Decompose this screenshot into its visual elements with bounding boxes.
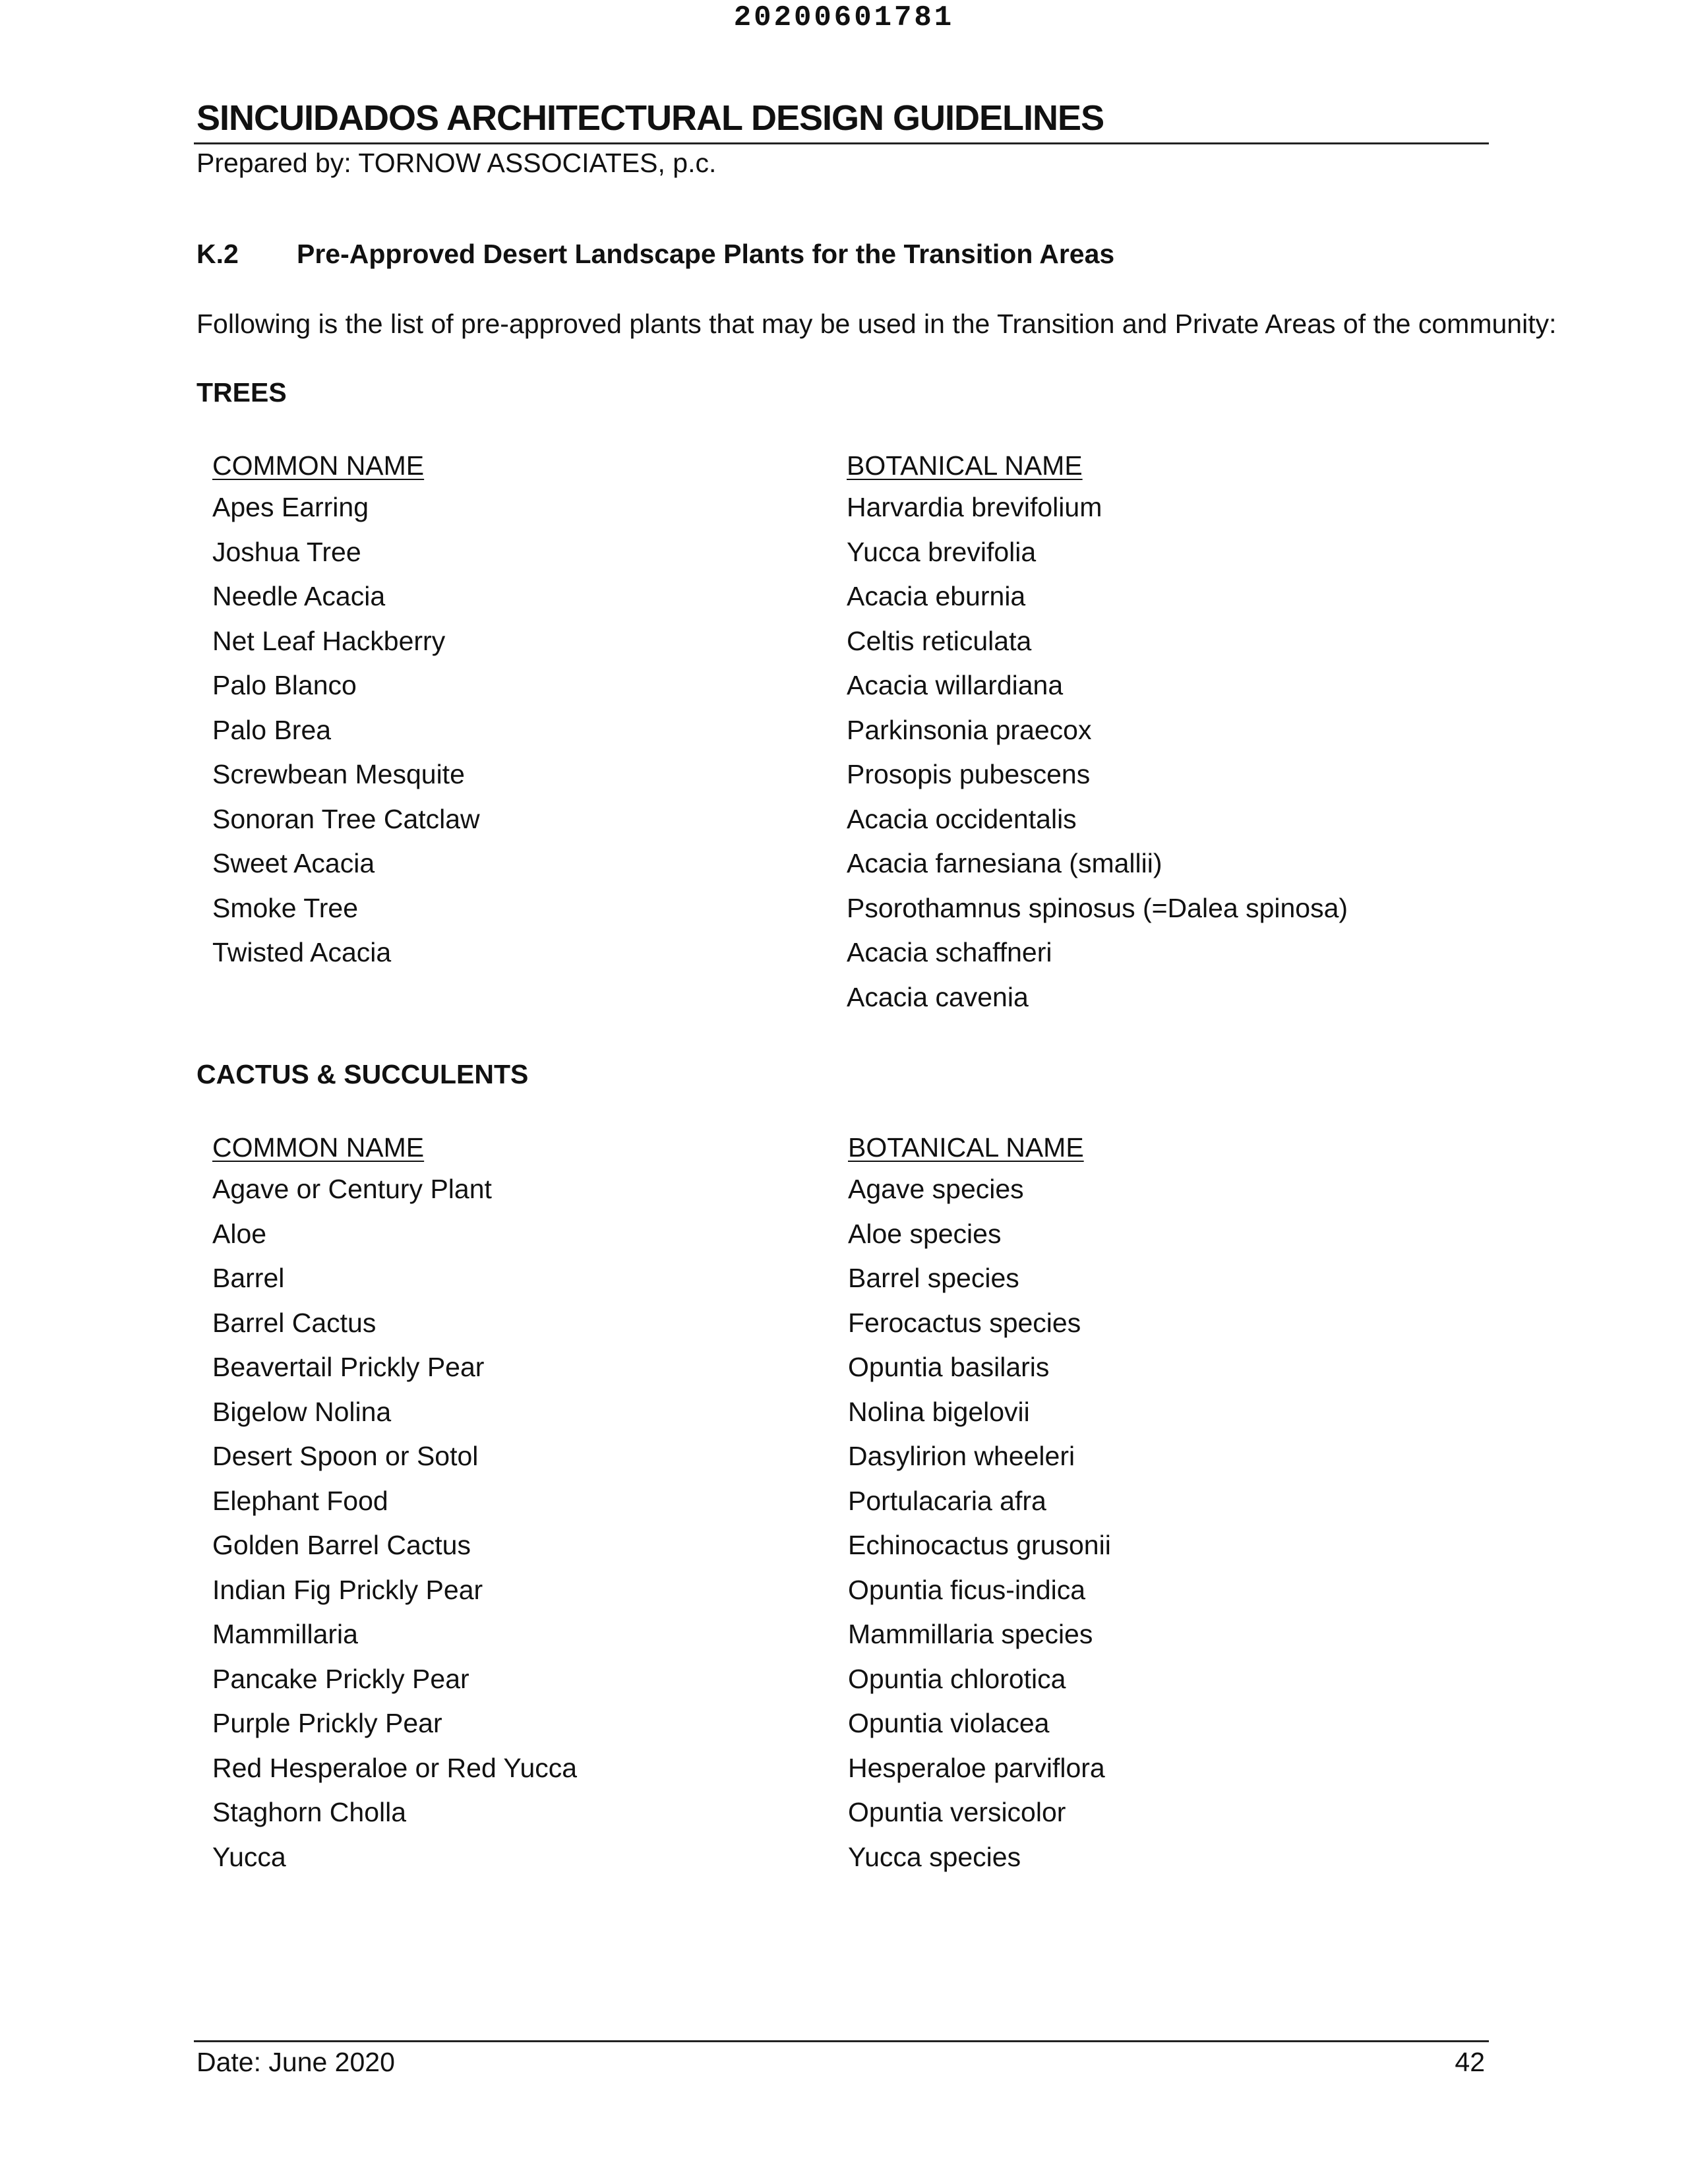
cactus-common-header: COMMON NAME (212, 1132, 425, 1163)
list-item: Psorothamnus spinosus (=Dalea spinosa) (847, 892, 1348, 923)
section-title: Pre-Approved Desert Landscape Plants for the Transition Areas (297, 239, 1115, 269)
list-item: Parkinsonia praecox (847, 714, 1092, 745)
list-item: Desert Spoon or Sotol (212, 1441, 479, 1471)
trees-botanical-header: BOTANICAL NAME (847, 450, 1083, 481)
prepared-by: Prepared by: TORNOW ASSOCIATES, p.c. (196, 148, 717, 178)
section-heading (196, 239, 1114, 270)
list-item: Barrel Cactus (212, 1307, 377, 1338)
list-item: Acacia cavenia (847, 981, 1029, 1012)
list-item: Red Hesperaloe or Red Yucca (212, 1752, 578, 1783)
list-item: Acacia willardiana (847, 670, 1064, 700)
list-item: Bigelow Nolina (212, 1396, 392, 1427)
list-item: Aloe species (848, 1218, 1002, 1249)
list-item: Acacia occidentalis (847, 803, 1077, 834)
list-item: Ferocactus species (848, 1307, 1081, 1338)
cactus-common-column (212, 1128, 577, 1879)
list-item: Indian Fig Prickly Pear (212, 1574, 483, 1605)
footer-divider (194, 2040, 1489, 2042)
list-item: Agave species (848, 1174, 1024, 1204)
list-item: Sweet Acacia (212, 848, 375, 878)
list-item: Prosopis pubescens (847, 759, 1091, 789)
list-item: Net Leaf Hackberry (212, 625, 446, 656)
list-item: Portulacaria afra (848, 1485, 1046, 1516)
trees-common-header: COMMON NAME (212, 450, 425, 481)
list-item: Smoke Tree (212, 892, 359, 923)
list-item: Pancake Prickly Pear (212, 1663, 469, 1694)
list-item: Opuntia versicolor (848, 1797, 1066, 1827)
list-item: Joshua Tree (212, 536, 361, 567)
list-item: Yucca brevifolia (847, 536, 1037, 567)
page-title: SINCUIDADOS ARCHITECTURAL DESIGN GUIDELINES (196, 98, 1104, 138)
list-item: Mammillaria (212, 1619, 358, 1649)
header-divider (194, 142, 1489, 144)
list-item: Mammillaria species (848, 1619, 1093, 1649)
list-item: Yucca (212, 1841, 286, 1872)
list-item: Acacia eburnia (847, 581, 1026, 611)
section-number: K.2 (196, 239, 239, 269)
list-item: Barrel species (848, 1263, 1019, 1293)
trees-botanical-column (847, 446, 1348, 1019)
trees-common-column (212, 446, 480, 975)
list-item: Palo Blanco (212, 670, 357, 700)
list-item: Acacia schaffneri (847, 937, 1052, 967)
list-item: Twisted Acacia (212, 937, 392, 967)
list-item: Echinocactus grusonii (848, 1530, 1111, 1560)
list-item: Celtis reticulata (847, 625, 1032, 656)
list-item: Opuntia basilaris (848, 1352, 1050, 1382)
page-number: 42 (1455, 2047, 1485, 2077)
list-item: Palo Brea (212, 714, 332, 745)
list-item: Golden Barrel Cactus (212, 1530, 471, 1560)
trees-heading: TREES (196, 377, 287, 408)
list-item: Acacia farnesiana (smallii) (847, 848, 1162, 878)
list-item: Needle Acacia (212, 581, 386, 611)
list-item: Sonoran Tree Catclaw (212, 803, 480, 834)
cactus-botanical-header: BOTANICAL NAME (848, 1132, 1084, 1163)
list-item: Barrel (212, 1263, 285, 1293)
list-item: Apes Earring (212, 492, 369, 522)
list-item: Aloe (212, 1218, 267, 1249)
list-item: Purple Prickly Pear (212, 1708, 442, 1738)
list-item: Hesperaloe parviflora (848, 1752, 1105, 1783)
list-item: Dasylirion wheeleri (848, 1441, 1075, 1471)
list-item: Opuntia chlorotica (848, 1663, 1066, 1694)
cactus-heading: CACTUS & SUCCULENTS (196, 1059, 529, 1089)
list-item: Staghorn Cholla (212, 1797, 407, 1827)
list-item: Opuntia violacea (848, 1708, 1050, 1738)
list-item: Opuntia ficus-indica (848, 1574, 1086, 1605)
intro-paragraph: Following is the list of pre-approved plants that may be used in the Transition and Private Areas of the community: (196, 309, 1557, 339)
list-item: Beavertail Prickly Pear (212, 1352, 485, 1382)
list-item: Elephant Food (212, 1485, 388, 1516)
footer-date: Date: June 2020 (196, 2047, 395, 2077)
list-item: Harvardia brevifolium (847, 492, 1102, 522)
list-item: Screwbean Mesquite (212, 759, 465, 789)
list-item: Agave or Century Plant (212, 1174, 492, 1204)
list-item: Yucca species (848, 1841, 1021, 1872)
list-item: Nolina bigelovii (848, 1396, 1030, 1427)
cactus-botanical-column (848, 1128, 1111, 1879)
document-number: 20200601781 (733, 1, 955, 34)
